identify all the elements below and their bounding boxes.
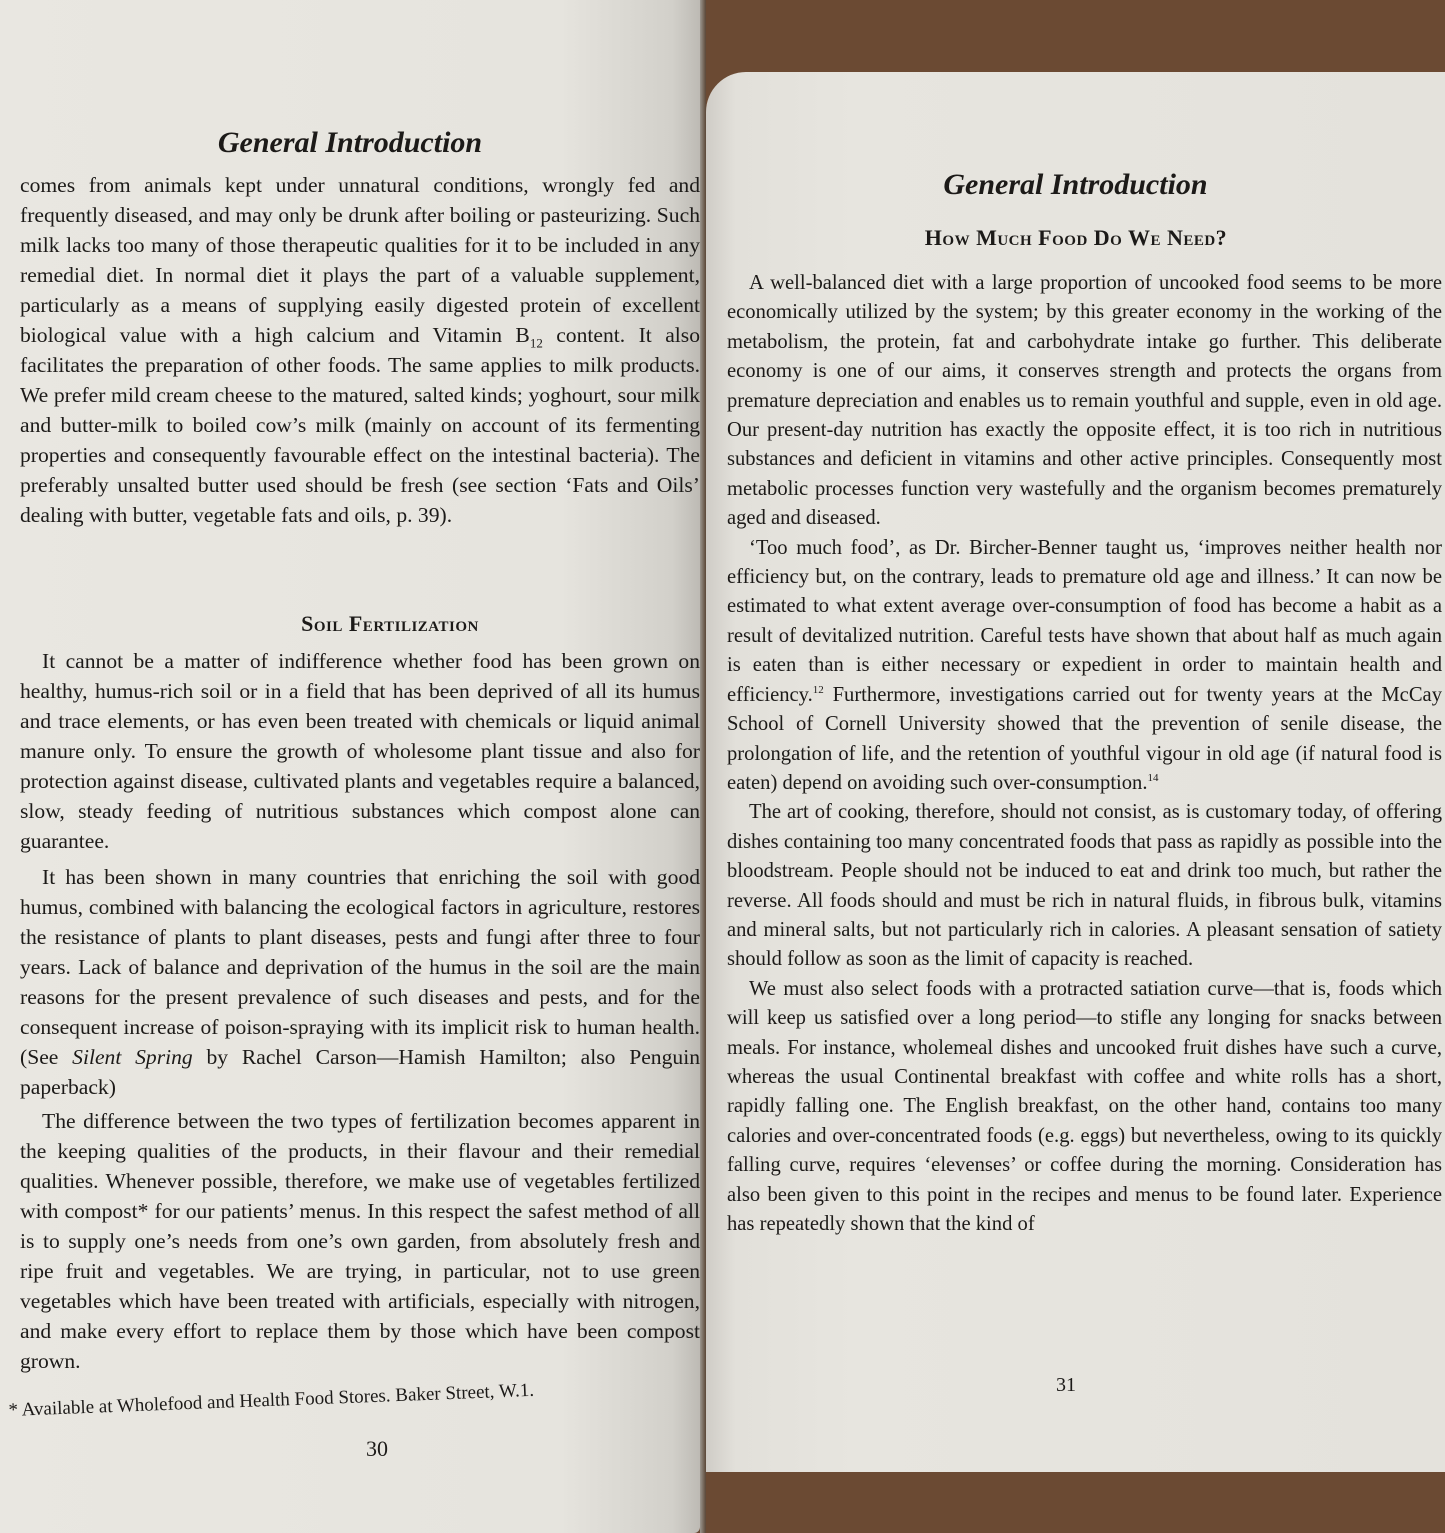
paragraph: We must also select foods with a protracted satiation curve—that is, foods which will keep us satisfied over a long period—to stifle any longing for snacks between meals. For instance, wholemeal dishes and uncooked fruit dishes have such a curve, whereas the usual Continental breakfast with coffee and white rolls has a short, rapidly falling one. The English breakfast, on the other hand, contains too many calories and over-concentrated foods (e.g. eggs) but nevertheless, owing to its quickly falling curve, requires ‘elevenses’ or coffee during the morning. Consideration has also been given to this point in the recipes and menus to be found later. Experience has repeatedly shown that the kind of: [727, 977, 1442, 1235]
section-heading: How Much Food Do We Need?: [924, 225, 1228, 250]
paragraph: [20, 170, 700, 530]
left-page: [0, 0, 700, 1533]
page-number: 31: [1056, 1374, 1076, 1396]
paragraph: A well-balanced diet with a large proportion of uncooked food seems to be more economically utilized by the system; by this greater economy in the working of the metabolism, the protein, fat and carbohydrate intake go further. This deliberate economy is one of our aims, it conserves strength and protects the organs from premature depreciation and enables us to remain youthful and supple, even in old age. Our present-day nutrition has exactly the opposite effect, it is too rich in nutritious substances and deficient in vitamins and other active principles. Consequently most metabolic processes function very wastefully and the organism becomes prematurely aged and diseased.: [727, 272, 1442, 530]
book-title: Silent Spring: [72, 1045, 193, 1069]
body-text: [20, 170, 700, 530]
text-run: content. It also facilitates the preparation of other foods. The same applies to milk products. We prefer mild cream cheese to the matured, salted kinds; yoghourt, sour milk and butter-milk to boiled cow’s milk (mainly on account of its fermenting properties and consequently favourable effect on the intestinal bacteria). The preferably unsalted butter used should be fresh (see section ‘Fats and Oils’ dealing with butter, vegetable fats and oils, p. 39).: [20, 323, 700, 527]
paragraph: [727, 534, 1442, 799]
text-run: comes from animals kept under unnatural conditions, wrongly fed and frequently diseased, and may only be drunk after boiling or pasteurizing. Such milk lacks too many of those therapeutic qualities for it to be included in any remedial diet. In normal diet it plays the part of a valuable supplement, particularly as a means of supplying easily digested protein of excellent biological value with a high calcium and Vitamin B: [20, 173, 700, 347]
paragraph: It cannot be a matter of indifference whether food has been grown on healthy, humus-rich soil or in a field that has been deprived of all its humus and trace elements, or has even been treated with chemicals or liquid animal manure only. To ensure the growth of wholesome plant tissue and also for protection against disease, cultivated plants and vegetables require a balanced, slow, steady feeding of nutritious substances which compost alone can guarantee.: [20, 649, 700, 853]
body-text: [727, 269, 1442, 1239]
text-run: ‘Too much food’, as Dr. Bircher-Benner taught us, ‘improves neither health nor efficiency but, on the contrary, leads to premature old age and illness.’ It can now be estimated to what extent average over-consumption of food has become a habit as a result of devitalized nutrition. Careful tests have shown that about half as much again is eaten than is either necessary or expedient in order to maintain health and efficiency.: [727, 536, 1442, 706]
text-run: by Rachel Carson—Hamish Hamilton; also Penguin paperback): [20, 1045, 700, 1099]
body-text: [20, 646, 700, 1376]
right-page: [706, 72, 1445, 1472]
paragraph: The art of cooking, therefore, should not consist, as is customary today, of offering dishes containing too many concentrated foods that pass as rapidly as possible into the bloodstream. People should not be induced to eat and drink too much, but rather the reverse. All foods should and must be rich in natural fluids, in fibrous bulk, vitamins and mineral salts, but not particularly rich in calories. A pleasant sensation of satiety should follow as soon as the limit of capacity is reached.: [727, 801, 1442, 971]
footnote: * Available at Wholefood and Health Food Stores. Baker Street, W.1.: [8, 1379, 535, 1421]
section-heading: Soil Fertilization: [301, 611, 479, 636]
text-run: Furthermore, investigations carried out for twenty years at the McCay School of Cornell University showed that the prevention of senile disease, the prolongation of life, and the retention of youthful vigour in old age (if natural food is eaten) depend on avoiding such over-consumption.: [727, 683, 1442, 794]
paragraph: [20, 862, 700, 1102]
text-run: It has been shown in many countries that enriching the soil with good humus, combined with balancing the ecological factors in agriculture, restores the resistance of plants to plant diseases, pests and fungi after three to four years. Lack of balance and deprivation of the humus in the soil are the main reasons for the present prevalence of such diseases and pests, and for the consequent increase of poison-spraying with its implicit risk to human health. (See: [20, 865, 700, 1069]
page-number: 30: [366, 1436, 388, 1461]
running-head: General Introduction: [217, 126, 483, 159]
reference-number: 14: [1147, 772, 1159, 785]
paragraph: The difference between the two types of fertilization becomes apparent in the keeping qualities of the products, in their flavour and their remedial qualities. Whenever possible, therefore, we make use of vegetables fertilized with compost* for our patients’ menus. In this respect the safest method of all is to supply one’s needs from one’s own garden, from absolutely fresh and ripe fruit and vegetables. We are trying, in particular, not to use green vegetables which have been treated with artificials, especially with nitrogen, and make every effort to replace them by those which have been compost grown.: [20, 1109, 700, 1373]
running-head: General Introduction: [943, 168, 1208, 201]
subscript: 12: [529, 335, 543, 351]
reference-number: 12: [812, 683, 824, 696]
